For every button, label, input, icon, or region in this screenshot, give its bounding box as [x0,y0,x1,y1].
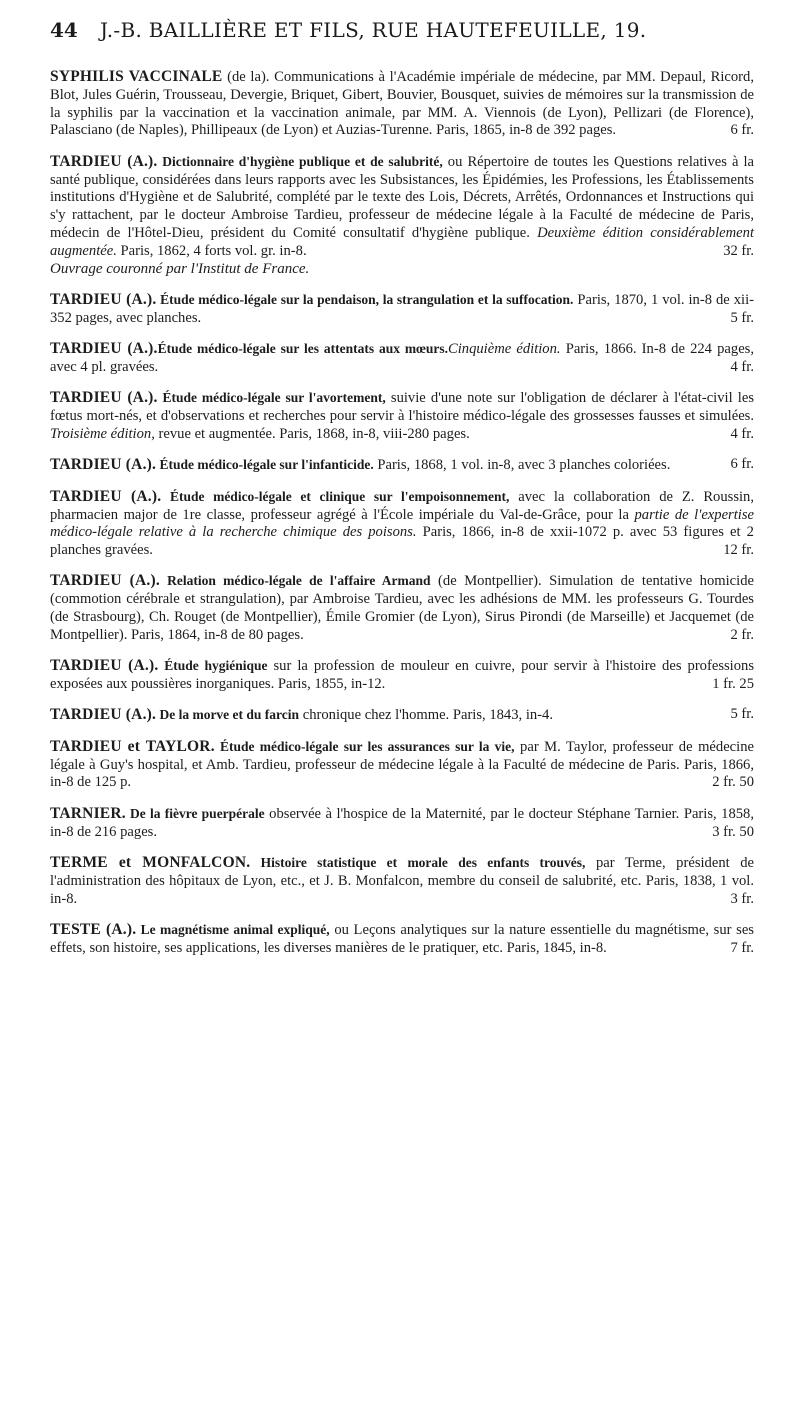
page-header [50,18,754,58]
entry-price: 2 fr. 50 [712,774,754,791]
entry-note: Ouvrage couronné par l'Institut de France. [50,260,310,277]
entry-title: Dictionnaire d'hygiène publique et de salubrité, [157,153,443,169]
entry-price: 1 fr. 25 [712,676,754,693]
catalog-entry [50,291,754,328]
entry-text: (de Montpellier). Simulation de tentative homicide (commotion cérébrale et strangulation), par Ambroise Tardieu, avec les adhésions de MM. les professeurs G. Tourdes (de Strasbourg), Ch. Rouget (de Montpellier), Émile Gromier (de Lyon), Sirus Pirondi (de Marseille) et Jacquemet (de Montpellier). Paris, 1864, in-8 de 80 pages. [50,573,754,643]
entry-title: Étude médico-légale sur l'infanticide. [156,457,374,473]
entry-title: Le magnétisme animal expliqué, [136,922,330,937]
entry-author: TARDIEU (A.). [50,290,157,308]
entry-title: Étude hygiénique [158,658,268,674]
running-title: J.-B. BAILLIÈRE ET FILS, RUE HAUTEFEUILLE, 19. [100,18,647,42]
entry-text: par M. Taylor, professeur de médecine légale à Guy's hospital, et Amb. Tardieu, professeur de médecine légale à la Faculté de médecine de Paris. Paris, 1866, in-8 de 125 p. [50,738,754,791]
catalog-entry [50,488,754,560]
entry-title: Étude médico-légale sur la pendaison, la strangulation et la suffocation. [156,291,574,307]
entry-italic: Cinquième édition. [447,341,561,358]
entry-italic: Troisième édition, [50,425,155,442]
entry-italic: Deuxième édition considérablement augmentée. [50,224,755,259]
entry-author: TESTE (A.). [50,921,137,938]
catalog-entry [50,738,754,792]
entry-price: 7 fr. [730,939,754,956]
entry-price: 5 fr. [730,309,754,326]
entry-author: TARDIEU (A.). [50,340,158,358]
entry-text: sur la profession de mouleur en cuivre, pour servir à l'histoire des professions exposées aux poussières inorganiques. Paris, 1855, in-12. [50,658,755,693]
entry-text: avec la collaboration de Z. Roussin, pharmacien major de 1re classe, professeur agrégé à l'École impériale du Val-de-Grâce, pour la [50,488,755,523]
entry-price: 4 fr. [730,425,754,442]
entry-price: 2 fr. [730,626,754,643]
catalog-entry [50,572,754,644]
entry-text-after: Paris, 1866, in-8 de xxii-1072 p. avec 53 figures et 2 planches gravées. [50,524,754,559]
entry-title: Relation médico-légale de l'affaire Armand [159,573,431,589]
catalog-entry [50,706,754,725]
entry-title: Étude médico-légale sur les assurances sur la vie, [214,738,515,754]
entry-text: (de la). Communications à l'Académie impériale de médecine, par MM. Depaul, Ricord, Blot, Jules Guérin, Trousseau, Devergie, Briquet, Gibert, Bouvier, Bousquet, suivies de mémoires sur la transmission de la syphilis par la vaccination et la vaccination animale, par MM. A. Viennois (de Lyon), Pellizari (de Florence), Palasciano (de Naples), Phillipeaux (de Lyon) et Auzias-Turenne. Paris, 1865, in-8 de 392 pages. [50,69,754,139]
entry-title: Histoire statistique et morale des enfants trouvés, [250,855,586,871]
entry-author: TARDIEU (A.). [50,487,162,505]
catalog-entry [50,921,754,958]
entry-author: TERME et MONFALCON. [50,854,251,872]
entry-price: 6 fr. [730,456,754,473]
entry-title: De la fièvre puerpérale [125,805,265,821]
entry-text: Paris, 1870, 1 vol. in-8 de xii-352 pages, avec planches. [50,291,754,326]
catalog-entry [50,456,754,475]
entry-text: chronique chez l'homme. Paris, 1843, in-4. [299,707,553,724]
entry-text: observée à l'hospice de la Maternité, par le docteur Stéphane Tarnier. Paris, 1858, in-8 de 216 pages. [50,805,754,840]
catalog-entry [50,854,754,908]
catalog-entry [50,68,754,140]
entry-author: TARDIEU et TAYLOR. [50,737,215,755]
entry-title: Étude médico-légale sur l'avortement, [157,390,386,406]
entry-italic: partie de l'expertise médico-légale relative à la recherche chimique des poisons. [50,506,754,541]
entry-title: Étude médico-légale sur les attentats aux mœurs. [157,341,448,357]
entry-price: 3 fr. 50 [712,823,754,840]
entry-text-after: Paris, 1866. In-8 de 224 pages, avec 4 pl. gravées. [50,341,754,375]
entry-price: 4 fr. [730,358,754,375]
entry-author: TARDIEU (A.). [50,456,157,474]
catalog-entries [50,68,754,958]
entry-price: 3 fr. [730,890,754,907]
entry-text: par Terme, président de l'administration des hôpitaux de Lyon, etc., et J. B. Monfalcon, membre du conseil de salubrité, etc. Paris, 1838, 1 vol. in-8. [50,855,755,907]
entry-author: TARDIEU (A.). [50,657,159,675]
entry-text: Paris, 1868, 1 vol. in-8, avec 3 planches coloriées. [373,457,671,474]
page-number: 44 [50,18,78,42]
entry-price: 6 fr. [730,122,754,139]
entry-author: TARDIEU (A.). [50,389,158,407]
entry-author: TARDIEU (A.). [50,152,158,170]
catalog-entry [50,340,754,377]
entry-title: De la morve et du farcin [156,707,300,723]
entry-price: 5 fr. [730,706,754,723]
entry-text: suivie d'une note sur l'obligation de déclarer à l'état-civil les fœtus mort-nés, et d'observations et recherches pour servir à l'histoire médico-légale des grossesses fausses et simulées. [50,390,754,425]
entry-text-after: revue et augmentée. Paris, 1868, in-8, viii-280 pages. [154,425,470,442]
entry-text-after: Paris, 1862, 4 forts vol. gr. in-8. [116,242,307,259]
catalog-entry [50,657,754,694]
entry-price: 32 fr. [723,242,754,259]
entry-author: TARDIEU (A.). [50,706,157,724]
entry-author: TARDIEU (A.). [50,572,160,590]
entry-author: SYPHILIS VACCINALE [50,68,223,85]
entry-text: ou Répertoire de toutes les Questions relatives à la santé publique, considérées dans leurs rapports avec les Subsistances, les Épidémies, les Professions, les Établissements institutions d'Hygiène et de Salubrité, complété par le texte des Lois, Décrets, Arrêtés, Ordonnances et Instructions qui s'y rattachent, par le docteur Ambroise Tardieu, professeur de médecine légale à la Faculté de médecine de Paris, médecin de l'Hôtel-Dieu, président du Comité consultatif d'hygiène publique. [50,153,755,241]
entry-title: Étude médico-légale et clinique sur l'empoisonnement, [161,488,510,504]
entry-text: ou Leçons analytiques sur la nature essentielle du magnétisme, sur ses effets, son histoire, ses applications, les diverses manières de le pratiquer, etc. Paris, 1845, in-8. [50,922,754,956]
entry-price: 12 fr. [723,542,754,559]
entry-author: TARNIER. [50,804,126,822]
catalog-entry [50,153,754,279]
catalog-entry [50,805,754,842]
catalog-entry [50,389,754,443]
